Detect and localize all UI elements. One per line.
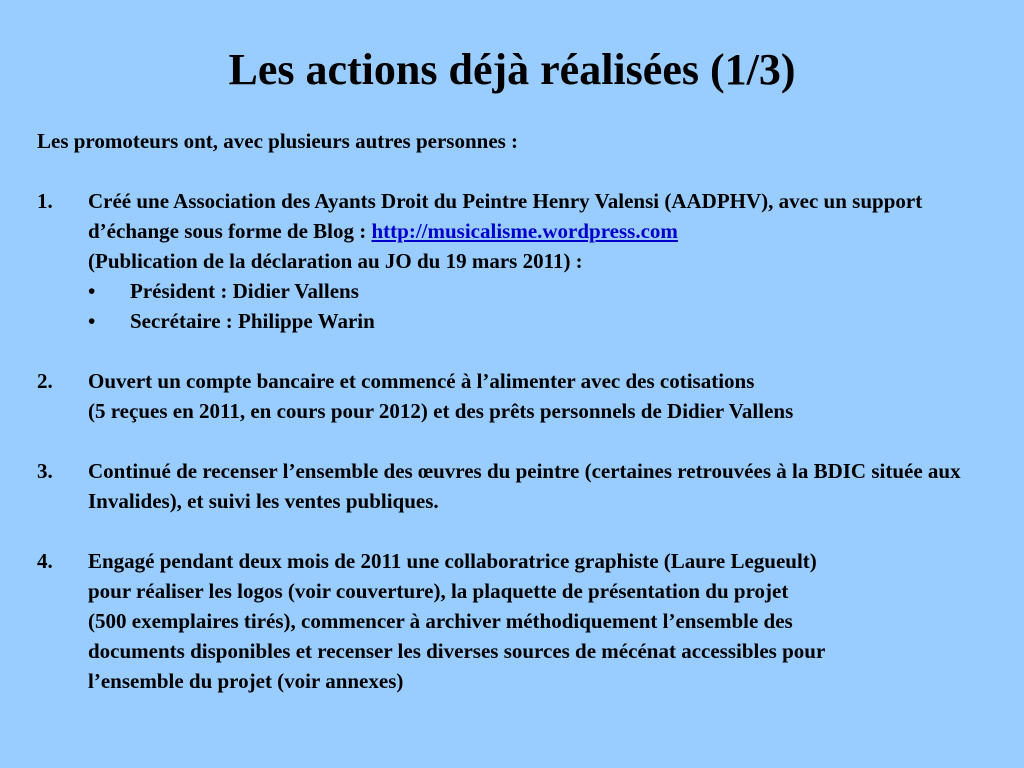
slide-title: Les actions déjà réalisées (1/3) [228,45,796,94]
item-text-before-link: Créé une Association des Ayants Droit du Peintre Henry Valensi (AADPHV), avec un support d’échange sous forme de Blog : [88,189,923,243]
item-text: Continué de recenser l’ensemble des œuvres du peintre (certaines retrouvées à la BDIC située aux Invalides), et suivi les ventes publiques. [88,459,961,513]
slide-content [37,126,997,726]
sub-list-item-secretaire [88,306,997,336]
bullet-icon: • [88,279,96,303]
item-text-after-link: (Publication de la déclaration au JO du 19 mars 2011) : [88,249,583,273]
item-text [88,546,997,696]
item-number: 3. [37,459,53,483]
bullet-icon: • [88,309,96,333]
intro-text: Les promoteurs ont, avec plusieurs autres personnes : [37,129,519,153]
list-item-4 [37,546,997,696]
sub-list [88,276,997,336]
item-number: 1. [37,189,53,213]
item-line: pour réaliser les logos (voir couverture), la plaquette de présentation du projet [88,579,789,603]
item-line: (5 reçues en 2011, en cours pour 2012) et des prêts personnels de Didier Vallens [88,399,794,423]
item-number: 4. [37,549,53,573]
list-item-3 [37,456,997,516]
item-line: l’ensemble du projet (voir annexes) [88,669,404,693]
item-line: documents disponibles et recenser les diverses sources de mécénat accessibles pour [88,639,826,663]
item-line: (500 exemplaires tirés), commencer à archiver méthodiquement l’ensemble des [88,609,793,633]
sub-list-item-president [88,276,997,306]
sub-item-text: Président : Didier Vallens [130,279,359,303]
item-line: Ouvert un compte bancaire et commencé à l’alimenter avec des cotisations [88,369,755,393]
blog-link[interactable]: http://musicalisme.wordpress.com [371,219,678,243]
list-item-2 [37,366,997,426]
item-line: Engagé pendant deux mois de 2011 une collaboratrice graphiste (Laure Legueult) [88,549,817,573]
item-text [88,186,997,276]
item-text [88,366,997,426]
list-item-1 [37,186,997,336]
item-number: 2. [37,369,53,393]
sub-item-text: Secrétaire : Philippe Warin [130,309,375,333]
